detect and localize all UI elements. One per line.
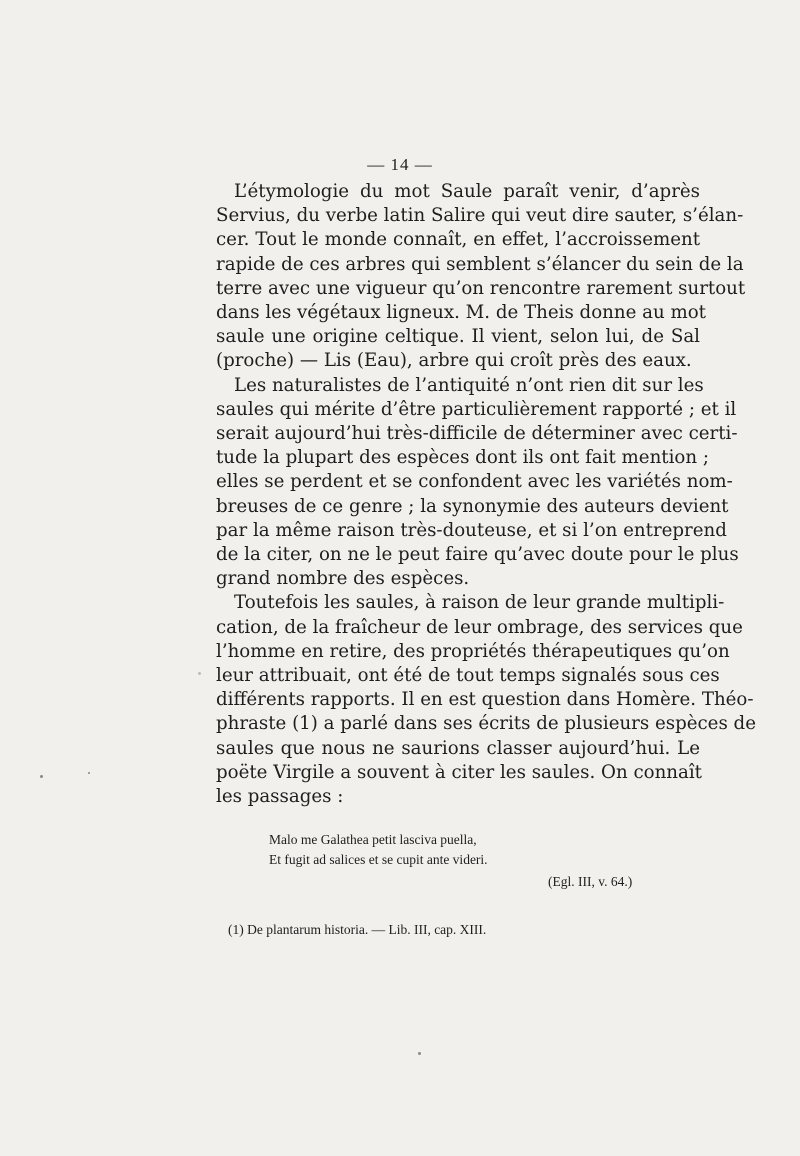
text-line: elles se perdent et se confondent avec les variétés nom- <box>216 471 733 493</box>
text-line: saules que nous ne saurions classer aujourd’hui. Le <box>216 737 700 759</box>
text-line: tude la plupart des espèces dont ils ont fait mention ; <box>216 447 709 469</box>
text-line: serait aujourd’hui très-difficile de déterminer avec certi- <box>216 423 738 445</box>
text-line: poëte Virgile a souvent à citer les saules. On connaît <box>216 761 702 783</box>
paper-speck <box>40 775 43 778</box>
page-number: — 14 — <box>367 155 433 174</box>
text-line: leur attribuait, ont été de tout temps signalés sous ces <box>216 665 720 687</box>
paper-speck <box>88 772 90 774</box>
text-line: (proche) — Lis (Eau), arbre qui croît près des eaux. <box>216 350 692 372</box>
text-line: saule une origine celtique. Il vient, selon lui, de Sal <box>216 326 700 348</box>
text-line: saules qui mérite d’être particulièrement rapporté ; et il <box>216 398 737 420</box>
verse-line: Malo me Galathea petit lasciva puella, <box>269 832 477 847</box>
text-line: cation, de la fraîcheur de leur ombrage, des services que <box>216 616 743 638</box>
paragraph-naturalists <box>216 374 739 592</box>
paragraph-history <box>216 591 756 809</box>
paper-speck <box>418 1052 421 1055</box>
text-line: différents rapports. Il en est question dans Homère. Théo- <box>216 689 754 711</box>
text-line: breuses de ce genre ; la synonymie des auteurs devient <box>216 495 729 517</box>
footnote: (1) De plantarum historia. — Lib. III, cap. XIII. <box>228 922 487 937</box>
paragraph-etymology <box>216 180 746 374</box>
text-line: l’homme en retire, des propriétés thérapeutiques qu’on <box>216 640 730 662</box>
text-line: Toutefois les saules, à raison de leur grande multipli- <box>234 592 725 614</box>
text-line: L’étymologie du mot Saule paraît venir, d’après <box>234 181 700 202</box>
text-line: cer. Tout le monde connaît, en effet, l’accroissement <box>216 229 700 251</box>
text-line: dans les végétaux ligneux. M. de Theis donne au mot <box>216 302 706 324</box>
text-line: terre avec une vigueur qu’on rencontre rarement surtout <box>216 277 746 299</box>
text-line: Les naturalistes de l’antiquité n’ont rien dit sur les <box>234 374 704 396</box>
text-line: les passages : <box>216 786 344 808</box>
text-line: de la citer, on ne le peut faire qu’avec doute pour le plus <box>216 544 739 566</box>
verse-line: Et fugit ad salices et se cupit ante videri. <box>269 852 488 867</box>
body-text <box>216 180 756 809</box>
verse-citation: (Egl. III, v. 64.) <box>548 874 633 889</box>
text-line: phraste (1) a parlé dans ses écrits de plusieurs espèces de <box>216 713 756 735</box>
text-line: Servius, du verbe latin Salire qui veut dire sauter, s’élan- <box>216 205 744 227</box>
paper-speck <box>198 672 201 675</box>
text-line: grand nombre des espèces. <box>216 568 470 590</box>
text-line: par la même raison très-douteuse, et si l’on entreprend <box>216 519 727 541</box>
text-line: rapide de ces arbres qui semblent s’élancer du sein de la <box>216 253 744 275</box>
verse-quote <box>269 830 488 870</box>
